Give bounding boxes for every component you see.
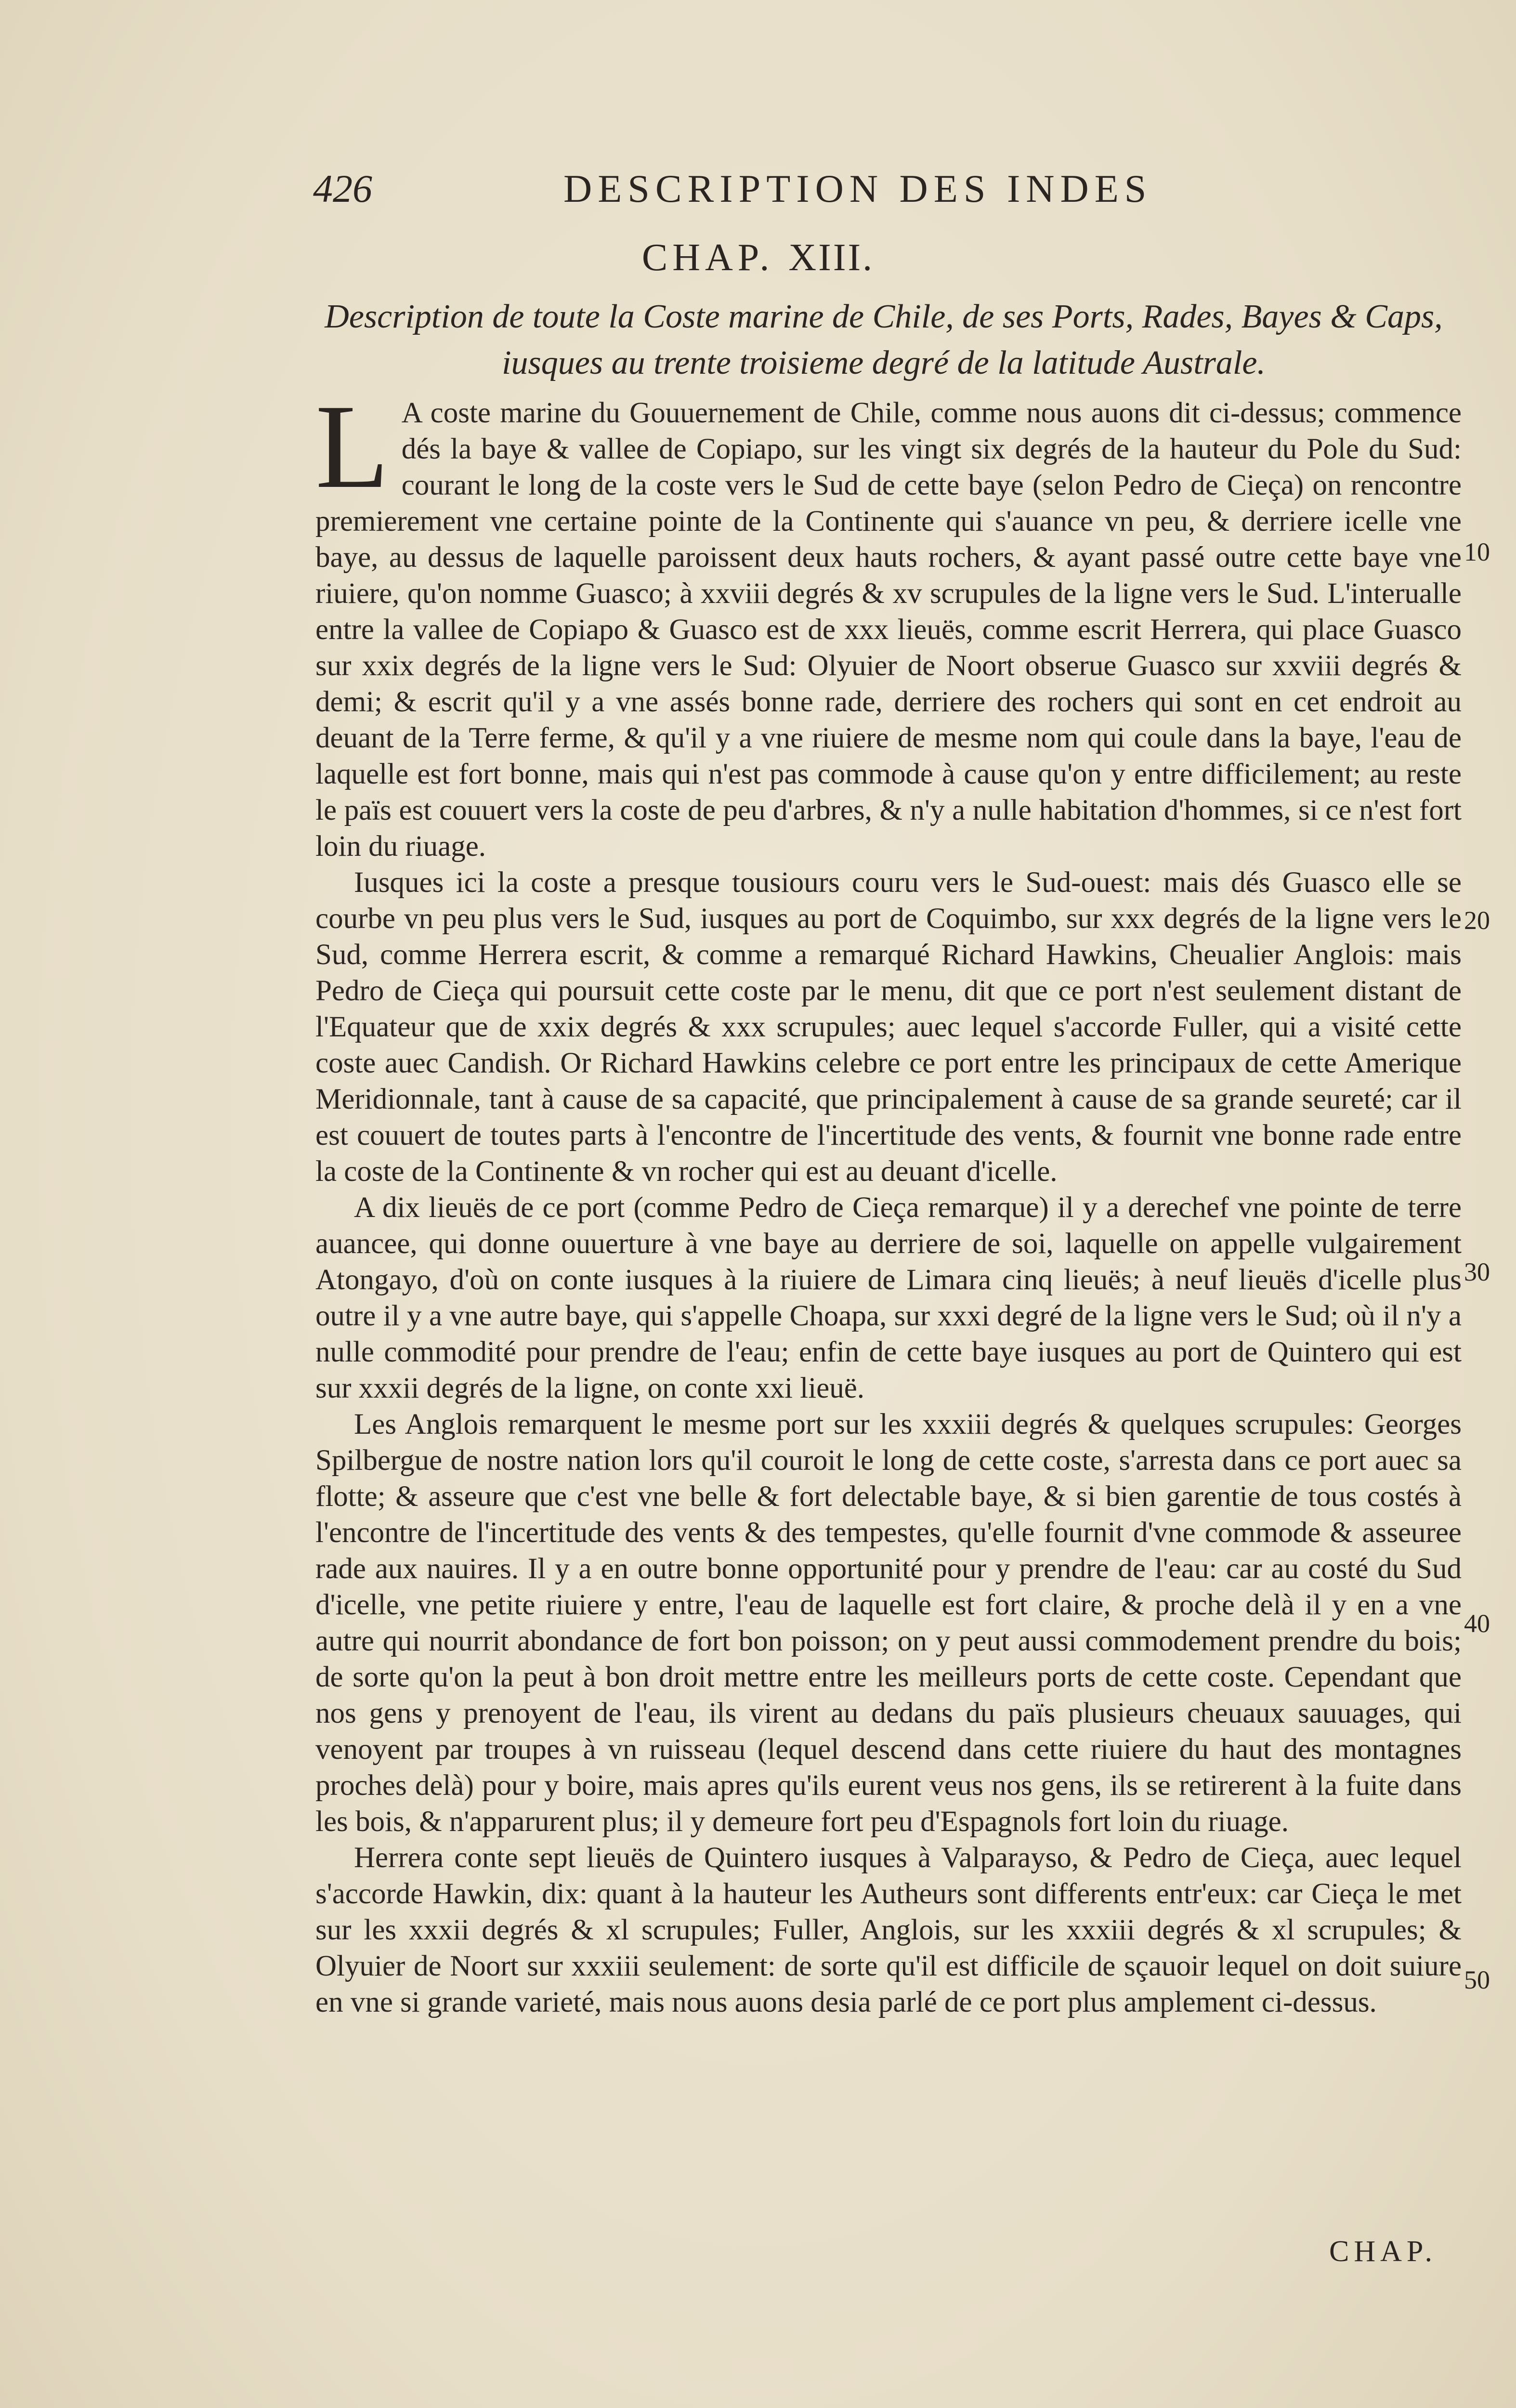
paragraph-1 [315,380,1462,864]
drop-cap: L [315,380,389,513]
catchword: CHAP. [1329,2235,1438,2268]
line-number: 10 [1464,537,1490,566]
line-number: 40 [1464,1609,1490,1638]
paragraph-2: Iusques ici la coste a presque tousiours couru vers le Sud-ouest: mais dés Guasco elle se courbe vn peu plus vers le Sud, iusques au port de Coquimbo, sur xxx degrés de la ligne vers le Sud, comme Herrera escrit, & comme a remarqué Richard Hawkins, Cheualier Anglois: mais Pedro de Cieça qui poursuit cette coste par le menu, dit que ce port n'est seulement distant de l'Equateur que de xxix degrés & xxx scrupules; auec lequel s'accorde Fuller, qui a visité cette coste auec Candish. Or Richard Hawkins celebre ce port entre les principaux de cette Amerique Meridionnale, tant à cause de sa capacité, que principalement à cause de sa grande seureté; car il est couuert de toutes parts à l'encontre de l'incertitude des vents, & fournit vne bonne rade entre la coste de la Continente & vn rocher qui est au deuant d'icelle. [315,866,1462,1188]
paragraph-text: A coste marine du Gouuernement de Chile, comme nous auons dit ci-dessus; commence dés la baye & vallee de Copiapo, sur les vingt six degrés de la hauteur du Pole du Sud: courant le long de la coste vers le Sud de cette baye (selon Pedro de Cieça) on rencontre premierement vne certaine pointe de la Continente qui s'auance vn peu, & derriere icelle vne baye, au dessus de laquelle paroissent deux hauts rochers, & ayant passé outre cette baye vne riuiere, qu'on nomme Guasco; à xxviii degrés & xv scrupules de la ligne vers le Sud. L'interualle entre la vallee de Copiapo & Guasco est de xxx lieuës, comme escrit Herrera, qui place Guasco sur xxix degrés de la ligne vers le Sud: Olyuier de Noort obserue Guasco sur xxviii degrés & demi; & escrit qu'il y a vne assés bonne rade, derriere des rochers qui sont en cet endroit au deuant de la Terre ferme, & qu'il y a vne riuiere de mesme nom qui coule dans la baye, l'eau de laquelle est fort bonne, mais qui n'est pas commode à cause qu'on y entre difficilement; au reste le païs est couuert vers la coste de peu d'arbres, & n'y a nulle habitation d'hommes, si ce n'est fort loin du riuage. [315,397,1462,863]
line-number: 30 [1464,1257,1490,1286]
line-number: 50 [1464,1965,1490,1994]
line-number: 20 [1464,906,1490,935]
running-head: DESCRIPTION DES INDES [563,167,1152,210]
page-header [313,166,1252,219]
paragraph-3: A dix lieuës de ce port (comme Pedro de Cieça remarque) il y a derechef vne pointe de terre auancee, qui donne ouuerture à vne baye au derriere de soi, laquelle on appelle vulgairement Atongayo, d'où on conte iusques à la riuiere de Limara cinq lieuës; à neuf lieuës d'icelle plus outre il y a vne autre baye, qui s'appelle Choapa, sur xxxi degré de la ligne vers le Sud; où il n'y a nulle commodité pour prendre de l'eau; enfin de cette baye iusques au port de Quintero qui est sur xxxii degrés de la ligne, on conte xxi lieuë. [315,1191,1462,1404]
chapter-heading [0,236,1516,280]
chapter-subtitle: Description de toute la Coste marine de Chile, de ses Ports, Rades, Bayes & Caps, iusques au trente troisieme degré de la latitude Australe. [325,298,1443,381]
paragraph-4: Les Anglois remarquent le mesme port sur les xxxiii degrés & quelques scrupules: Georges Spilbergue de nostre nation lors qu'il couroit le long de cette coste, s'arresta dans ce port auec sa flotte; & asseure que c'est vne belle & fort delectable baye, & si bien garentie de tous costés à l'encontre de l'incertitude des vents & des tempestes, qu'elle fournit d'vne commode & asseuree rade aux nauires. Il y a en outre bonne opportunité pour y prendre de l'eau: car au costé du Sud d'icelle, vne petite riuiere y entre, l'eau de laquelle est fort claire, & proche delà il y en a vne autre qui nourrit abondance de fort bon poisson; on y peut aussi commodement prendre du bois; de sorte qu'on la peut à bon droit mettre entre les meilleurs ports de cette coste. Cependant que nos gens y prenoyent de l'eau, ils virent au dedans du païs plusieurs cheuaux sauuages, qui venoyent par troupes à vn ruisseau (lequel descend dans cette riuiere du haut des montagnes proches delà) pour y boire, mais apres qu'ils eurent veus nos gens, ils se retirerent à la fuite dans les bois, & n'apparurent plus; il y demeure fort peu d'Espagnols fort loin du riuage. [315,1408,1462,1838]
chapter-label: CHAP. [641,236,774,279]
chapter-number: XIII. [788,236,875,279]
page-number: 426 [313,167,372,210]
paragraph-5: Herrera conte sept lieuës de Quintero iusques à Valparayso, & Pedro de Cieça, auec lequel s'accorde Hawkin, dix: quant à la hauteur les Autheurs sont differents entr'eux: car Cieça le met sur les xxxii degrés & xl scrupules; Fuller, Anglois, sur les xxxiii degrés & xl scrupules; & Olyuier de Noort sur xxxiii seulement: de sorte qu'il est difficile de sçauoir lequel on doit suiure en vne si grande varieté, mais nous auons desia parlé de ce port plus amplement ci-dessus. [315,1842,1462,2018]
body-text [315,380,1462,2020]
